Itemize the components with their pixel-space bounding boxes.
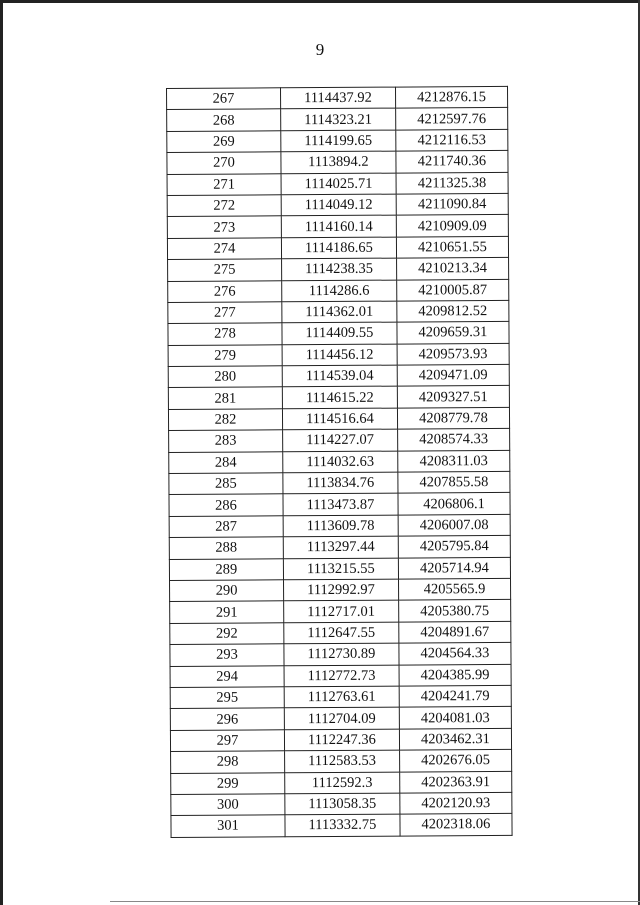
y-coordinate-cell: 4207855.58 xyxy=(398,471,510,493)
y-coordinate-cell: 4202120.93 xyxy=(400,792,512,814)
point-number-cell: 279 xyxy=(168,344,282,366)
table-row xyxy=(167,108,508,131)
y-coordinate-cell: 4209659.31 xyxy=(397,322,509,344)
y-coordinate-cell: 4205795.84 xyxy=(398,536,510,558)
table-row xyxy=(171,792,512,815)
page-number: 9 xyxy=(315,40,325,59)
y-coordinate-cell: 4202363.91 xyxy=(400,771,512,793)
point-number-cell: 283 xyxy=(169,430,283,452)
x-coordinate-cell: 1113297.44 xyxy=(283,536,398,558)
point-number-cell: 296 xyxy=(170,708,284,730)
x-coordinate-cell: 1114615.22 xyxy=(282,387,397,409)
y-coordinate-cell: 4205565.9 xyxy=(398,578,510,600)
x-coordinate-cell: 1114456.12 xyxy=(282,344,397,366)
x-coordinate-cell: 1112583.53 xyxy=(285,750,400,772)
y-coordinate-cell: 4204241.79 xyxy=(399,685,511,707)
table-row xyxy=(168,343,509,366)
x-coordinate-cell: 1112592.3 xyxy=(285,772,400,794)
point-number-cell: 276 xyxy=(168,280,282,302)
point-number-cell: 298 xyxy=(171,751,285,773)
table-row xyxy=(170,578,511,601)
x-coordinate-cell: 1114186.65 xyxy=(281,237,396,259)
point-number-cell: 295 xyxy=(170,687,284,709)
table-row xyxy=(167,215,508,238)
x-coordinate-cell: 1112704.09 xyxy=(284,707,399,729)
point-number-cell: 267 xyxy=(167,88,281,110)
point-number-cell: 290 xyxy=(170,580,284,602)
y-coordinate-cell: 4211325.38 xyxy=(396,172,508,194)
point-number-cell: 284 xyxy=(169,451,283,473)
y-coordinate-cell: 4212116.53 xyxy=(396,129,508,151)
table-row xyxy=(171,771,512,794)
point-number-cell: 294 xyxy=(170,665,284,687)
point-number-cell: 300 xyxy=(171,794,285,816)
y-coordinate-cell: 4211740.36 xyxy=(396,151,508,173)
x-coordinate-cell: 1114238.35 xyxy=(281,258,396,280)
point-number-cell: 289 xyxy=(169,558,283,580)
point-number-cell: 280 xyxy=(168,366,282,388)
y-coordinate-cell: 4202318.06 xyxy=(400,814,512,836)
scan-edge-bottom xyxy=(110,901,640,902)
table-row xyxy=(168,386,509,409)
table-row xyxy=(167,236,508,259)
table-row xyxy=(171,750,512,773)
table-row xyxy=(168,322,509,345)
table-row xyxy=(170,643,511,666)
x-coordinate-cell: 1114199.65 xyxy=(281,130,396,152)
point-number-cell: 274 xyxy=(167,238,281,260)
table-row xyxy=(167,193,508,216)
point-number-cell: 275 xyxy=(168,259,282,281)
y-coordinate-cell: 4212597.76 xyxy=(396,108,508,130)
coordinates-table-body xyxy=(167,86,513,837)
x-coordinate-cell: 1114025.71 xyxy=(281,173,396,195)
x-coordinate-cell: 1114362.01 xyxy=(282,301,397,323)
table-row xyxy=(171,814,512,837)
x-coordinate-cell: 1114437.92 xyxy=(280,87,395,109)
table-row xyxy=(169,471,510,494)
table-row xyxy=(168,279,509,302)
y-coordinate-cell: 4210909.09 xyxy=(396,215,508,237)
y-coordinate-cell: 4206007.08 xyxy=(398,514,510,536)
y-coordinate-cell: 4204081.03 xyxy=(399,707,511,729)
table-row xyxy=(168,258,509,281)
table-row xyxy=(169,429,510,452)
x-coordinate-cell: 1112763.61 xyxy=(284,686,399,708)
point-number-cell: 282 xyxy=(168,409,282,431)
x-coordinate-cell: 1113215.55 xyxy=(283,558,398,580)
table-row xyxy=(170,621,511,644)
y-coordinate-cell: 4209573.93 xyxy=(397,343,509,365)
y-coordinate-cell: 4208574.33 xyxy=(398,429,510,451)
x-coordinate-cell: 1114227.07 xyxy=(283,429,398,451)
y-coordinate-cell: 4204891.67 xyxy=(399,621,511,643)
x-coordinate-cell: 1113894.2 xyxy=(281,151,396,173)
point-number-cell: 285 xyxy=(169,473,283,495)
y-coordinate-cell: 4202676.05 xyxy=(399,750,511,772)
x-coordinate-cell: 1114409.55 xyxy=(282,322,397,344)
x-coordinate-cell: 1112247.36 xyxy=(284,729,399,751)
scan-edge-top xyxy=(0,0,640,3)
y-coordinate-cell: 4205714.94 xyxy=(398,557,510,579)
y-coordinate-cell: 4206806.1 xyxy=(398,493,510,515)
point-number-cell: 287 xyxy=(169,516,283,538)
x-coordinate-cell: 1113058.35 xyxy=(285,793,400,815)
x-coordinate-cell: 1114539.04 xyxy=(282,365,397,387)
table-row xyxy=(170,664,511,687)
y-coordinate-cell: 4204385.99 xyxy=(399,664,511,686)
x-coordinate-cell: 1114049.12 xyxy=(281,194,396,216)
point-number-cell: 297 xyxy=(170,730,284,752)
point-number-cell: 288 xyxy=(169,537,283,559)
table-row xyxy=(170,685,511,708)
y-coordinate-cell: 4208311.03 xyxy=(398,450,510,472)
table-row xyxy=(169,514,510,537)
point-number-cell: 278 xyxy=(168,323,282,345)
point-number-cell: 301 xyxy=(171,815,285,837)
y-coordinate-cell: 4210005.87 xyxy=(397,279,509,301)
y-coordinate-cell: 4209327.51 xyxy=(397,386,509,408)
y-coordinate-cell: 4210651.55 xyxy=(396,236,508,258)
point-number-cell: 286 xyxy=(169,494,283,516)
table-row xyxy=(168,300,509,323)
x-coordinate-cell: 1113332.75 xyxy=(285,814,400,836)
point-number-cell: 270 xyxy=(167,152,281,174)
table-row xyxy=(169,450,510,473)
table-row xyxy=(170,600,511,623)
point-number-cell: 271 xyxy=(167,173,281,195)
x-coordinate-cell: 1113609.78 xyxy=(283,515,398,537)
x-coordinate-cell: 1112730.89 xyxy=(284,643,399,665)
x-coordinate-cell: 1112992.97 xyxy=(283,579,398,601)
y-coordinate-cell: 4208779.78 xyxy=(397,407,509,429)
x-coordinate-cell: 1112717.01 xyxy=(284,600,399,622)
point-number-cell: 281 xyxy=(168,387,282,409)
x-coordinate-cell: 1114323.21 xyxy=(281,108,396,130)
point-number-cell: 299 xyxy=(171,772,285,794)
point-number-cell: 292 xyxy=(170,623,284,645)
y-coordinate-cell: 4209471.09 xyxy=(397,364,509,386)
point-number-cell: 291 xyxy=(170,601,284,623)
table-row xyxy=(168,364,509,387)
x-coordinate-cell: 1112772.73 xyxy=(284,665,399,687)
table-row xyxy=(169,493,510,516)
table-row xyxy=(169,536,510,559)
x-coordinate-cell: 1114286.6 xyxy=(282,280,397,302)
y-coordinate-cell: 4203462.31 xyxy=(399,728,511,750)
table-row xyxy=(167,172,508,195)
table-row xyxy=(169,557,510,580)
x-coordinate-cell: 1113834.76 xyxy=(283,472,398,494)
x-coordinate-cell: 1112647.55 xyxy=(284,622,399,644)
y-coordinate-cell: 4209812.52 xyxy=(397,300,509,322)
table-row xyxy=(167,129,508,152)
point-number-cell: 269 xyxy=(167,131,281,153)
x-coordinate-cell: 1113473.87 xyxy=(283,494,398,516)
y-coordinate-cell: 4204564.33 xyxy=(399,643,511,665)
point-number-cell: 272 xyxy=(167,195,281,217)
y-coordinate-cell: 4212876.15 xyxy=(395,86,507,108)
x-coordinate-cell: 1114516.64 xyxy=(282,408,397,430)
point-number-cell: 273 xyxy=(167,216,281,238)
coordinates-table xyxy=(166,86,513,838)
y-coordinate-cell: 4210213.34 xyxy=(396,258,508,280)
table-row xyxy=(167,151,508,174)
y-coordinate-cell: 4205380.75 xyxy=(399,600,511,622)
table-row xyxy=(170,728,511,751)
x-coordinate-cell: 1114032.63 xyxy=(283,451,398,473)
point-number-cell: 268 xyxy=(167,109,281,131)
point-number-cell: 293 xyxy=(170,644,284,666)
y-coordinate-cell: 4211090.84 xyxy=(396,193,508,215)
table-row xyxy=(168,407,509,430)
point-number-cell: 277 xyxy=(168,302,282,324)
table-row xyxy=(167,86,508,109)
scan-edge-left xyxy=(0,0,3,905)
x-coordinate-cell: 1114160.14 xyxy=(281,215,396,237)
table-row xyxy=(170,707,511,730)
